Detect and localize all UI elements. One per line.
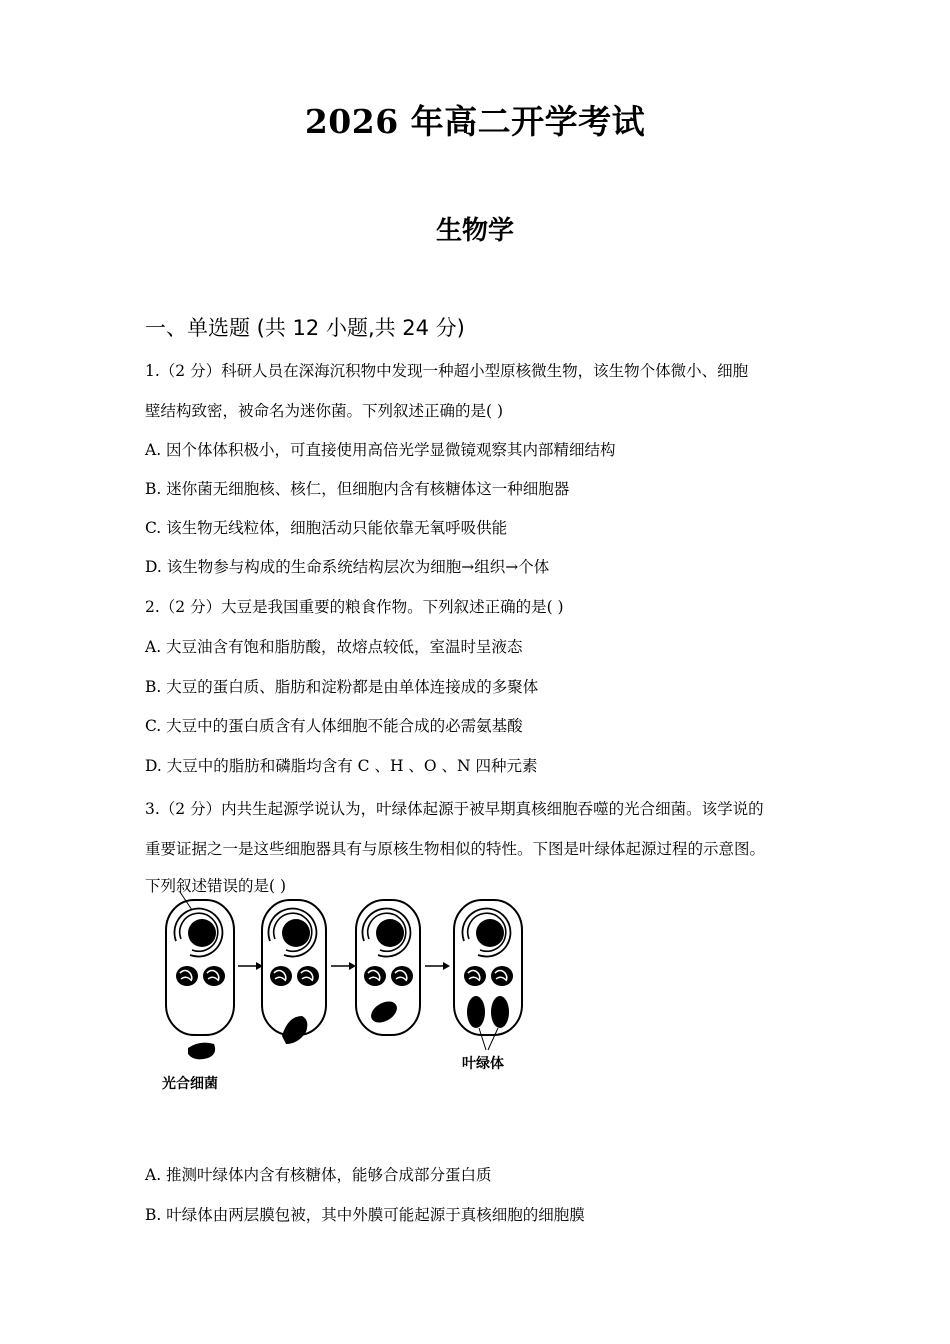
q3-option-b: B. 叶绿体由两层膜包被，其中外膜可能起源于真核细胞的细胞膜: [145, 1206, 585, 1224]
cell-stage-3: [356, 900, 420, 1035]
arrow-icon: [238, 962, 263, 970]
q3-stem-line2: 重要证据之一是这些细胞器具有与原核生物相似的特性。下图是叶绿体起源过程的示意图。: [145, 840, 766, 858]
q3-stem-line1: 3.（2 分）内共生起源学说认为，叶绿体起源于被早期真核细胞吞噬的光合细菌。该学说的: [145, 800, 764, 818]
section-heading: 一、单选题 (共 12 小题,共 24 分): [145, 316, 465, 340]
q2-option-b: B. 大豆的蛋白质、脂肪和淀粉都是由单体连接成的多聚体: [145, 678, 539, 696]
arrow-icon: [425, 962, 450, 970]
figure-svg: [148, 888, 548, 1098]
q2-option-c: C. 大豆中的蛋白质含有人体细胞不能合成的必需氨基酸: [145, 717, 523, 735]
q1-option-d: D. 该生物参与构成的生命系统结构层次为细胞→组织→个体: [145, 558, 550, 576]
label-chloroplast: 叶绿体: [462, 1056, 504, 1072]
q2-option-d: D. 大豆中的脂肪和磷脂均含有 C 、H 、O 、N 四种元素: [145, 757, 538, 775]
arrow-icon: [331, 962, 356, 970]
cell-stage-2: [262, 900, 326, 1044]
q1-option-b: B. 迷你菌无细胞核、核仁，但细胞内含有核糖体这一种细胞器: [145, 480, 570, 498]
exam-title: 2026 年高二开学考试: [304, 102, 646, 141]
q2-option-a: A. 大豆油含有饱和脂肪酸，故熔点较低，室温时呈液态: [145, 638, 523, 656]
chloroplast: [467, 996, 485, 1028]
q1-option-c: C. 该生物无线粒体，细胞活动只能依靠无氧呼吸供能: [145, 519, 508, 537]
q2-stem-line1: 2.（2 分）大豆是我国重要的粮食作物。下列叙述正确的是( ): [145, 598, 564, 616]
cell-stage-4: [444, 890, 536, 1050]
subject-title: 生物学: [435, 216, 514, 246]
photosynthetic-bacterium: [188, 1043, 215, 1060]
q1-option-a: A. 因个体体积极小，可直接使用高倍光学显微镜观察其内部精细结构: [145, 441, 616, 459]
chloroplast-origin-figure: [148, 888, 548, 1098]
q3-option-a: A. 推测叶绿体内含有核糖体，能够合成部分蛋白质: [145, 1166, 492, 1184]
q1-stem-line2: 壁结构致密，被命名为迷你菌。下列叙述正确的是( ): [145, 402, 504, 420]
q1-stem-line1: 1.（2 分）科研人员在深海沉积物中发现一种超小型原核微生物，该生物个体微小、细胞: [145, 362, 749, 380]
q3-stem-line3: 下列叙述错误的是( ): [145, 877, 287, 895]
chloroplast: [491, 996, 509, 1028]
cell-stage-1: [166, 892, 234, 1059]
label-bacteria: 光合细菌: [162, 1076, 218, 1092]
